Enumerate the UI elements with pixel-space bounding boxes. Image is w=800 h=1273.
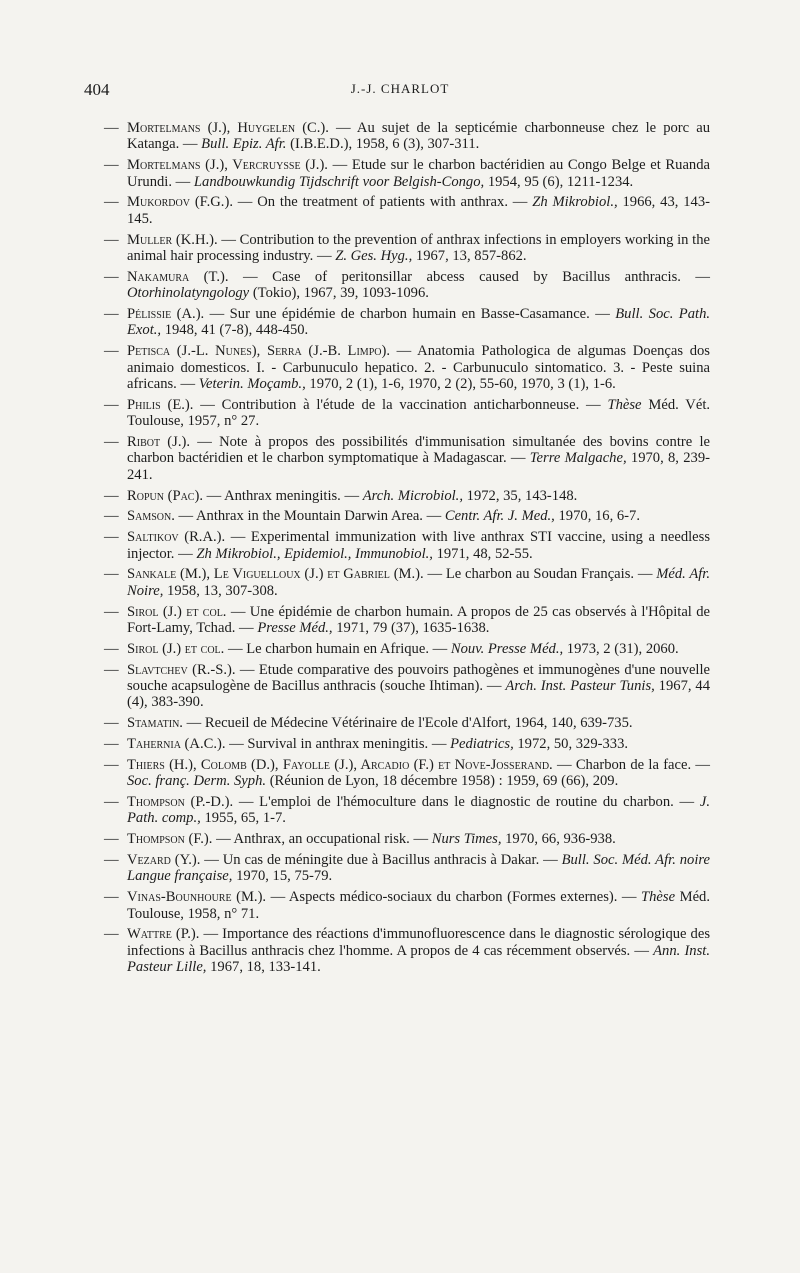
reference-title: Au sujet de la septicémie charbonneuse chez le porc au Katanga. — <box>127 120 710 153</box>
reference-journal: Thèse <box>641 889 676 906</box>
reference-journal: Centr. Afr. J. Med., <box>444 508 555 525</box>
entry-dash: — <box>104 661 119 678</box>
reference-title: Le charbon humain en Afrique. — <box>246 640 448 657</box>
reference-title: Contribution to the prevention of anthrax infections in employers working in the animal hair processing industry. — <box>127 231 710 265</box>
reference-authors: Mortelmans (J.), Huygelen (C.). <box>127 120 329 136</box>
reference-authors: Vezard (Y.). <box>127 852 201 869</box>
reference-title: L'emploi de l'hémoculture dans le diagnostic de routine du charbon. — <box>259 794 695 811</box>
reference-authors: Nakamura (T.). <box>127 268 229 285</box>
reference-details: 1972, 50, 329-333. <box>517 736 629 753</box>
reference-details: Méd. Vét. Toulouse, 1957, n° 27. <box>127 396 711 430</box>
entry-dash: — <box>104 487 119 504</box>
reference-details: (I.B.E.D.), 1958, 6 (3), 307-311. <box>290 136 480 153</box>
reference-journal: Nurs Times, <box>431 831 502 848</box>
reference-entry: — Slavtchev (R.-S.). — Etude comparative des pouvoirs pathogènes et immunogènes d'une nouvelle souche acapsulogène de Bacillus anthracis (souche Ihtiman). — Arch. Inst. Pasteur Tunis, 1967, 44 (4), 383-390. <box>104 661 711 711</box>
reference-journal: Méd. Afr. Noire, <box>127 566 710 599</box>
reference-details: 1948, 41 (7-8), 448-450. <box>164 322 309 339</box>
reference-entry: — Muller (K.H.). — Contribution to the prevention of anthrax infections in employers working in the animal hair processing industry. — Z. Ges. Hyg., 1967, 13, 857-862. <box>104 231 710 265</box>
reference-journal: Veterin. Moçamb., <box>198 376 306 393</box>
reference-entry: — Sankale (M.), Le Viguelloux (J.) et Gabriel (M.). — Le charbon au Soudan Français. — Méd. Afr. Noire, 1958, 13, 307-308. <box>104 566 710 599</box>
reference-details: (Tokio), 1967, 39, 1093-1096. <box>252 285 429 302</box>
reference-details: 1970, 16, 6-7. <box>558 508 640 525</box>
reference-authors: Vinas-Bounhoure (M.). <box>127 889 267 906</box>
reference-title: Sur une épidémie de charbon humain en Basse-Casamance. — <box>229 306 610 323</box>
reference-title: Survival in anthrax meningitis. — <box>247 736 447 753</box>
reference-journal: Otorhinolatyngology <box>127 285 250 302</box>
reference-entry: — Nakamura (T.). — Case of peritonsillar abcess caused by Bacillus anthracis. — Otorhinolatyngology (Tokio), 1967, 39, 1093-1096. <box>104 268 710 302</box>
reference-entry: — Samson. — Anthrax in the Mountain Darwin Area. — Centr. Afr. J. Med., 1970, 16, 6-7. <box>104 508 640 525</box>
reference-title: Case of peritonsillar abcess caused by Bacillus anthracis. — <box>272 268 710 285</box>
reference-entry: — Sirol (J.) et col. — Une épidémie de charbon humain. A propos de 25 cas observés à l'Hôpital de Fort-Lamy, Tchad. — Presse Méd., 1971, 79 (37), 1635-1638. <box>104 603 710 637</box>
reference-details: 1970, 66, 936-938. <box>505 831 616 848</box>
reference-details: 1970, 2 (1), 1-6, 1970, 2 (2), 55-60, 1970, 3 (1), 1-6. <box>309 376 616 393</box>
reference-title: — Charbon de la face. — <box>556 756 710 773</box>
reference-entry: — Philis (E.). — Contribution à l'étude de la vaccination anticharbonneuse. — Thèse Méd. Vét. Toulouse, 1957, n° 27. <box>104 396 711 430</box>
reference-authors: Tahernia (A.C.). <box>127 736 226 753</box>
reference-entry: — Vinas-Bounhoure (M.). — Aspects médico-sociaux du charbon (Formes externes). — Thèse Méd. Toulouse, 1958, n° 71. <box>104 889 710 922</box>
reference-entry: — Mortelmans (J.), Huygelen (C.). — Au sujet de la septicémie charbonneuse chez le porc au Katanga. — Bull. Epiz. Afr. (I.B.E.D.), 1958, 6 (3), 307-311. <box>104 120 710 153</box>
reference-details: 1970, 8, 239-241. <box>127 450 710 483</box>
reference-authors: Sirol (J.) et col. <box>127 640 225 657</box>
entry-dash: — <box>104 529 119 546</box>
reference-journal: Nouv. Presse Méd., <box>450 640 564 657</box>
reference-title: Aspects médico-sociaux du charbon (Formes externes). — <box>288 889 637 906</box>
reference-title: Anthrax in the Mountain Darwin Area. — <box>195 508 442 525</box>
reference-authors: Samson. <box>127 508 175 525</box>
reference-authors: Slavtchev (R.-S.). <box>127 661 236 678</box>
page-header <box>84 80 716 104</box>
reference-authors: Thiers (H.), Colomb (D.), Fayolle (J.), Arcadio (F.) et Nove-Josserand. <box>127 756 553 773</box>
reference-journal: Bull. Epiz. Afr. <box>201 136 287 153</box>
reference-journal: Z. Ges. Hyg., <box>335 248 413 265</box>
reference-authors: Mukordov (F.G.). <box>127 194 233 211</box>
reference-title: Un cas de méningite due à Bacillus anthracis à Dakar. — <box>222 852 558 869</box>
entry-dash: — <box>104 157 119 174</box>
entry-dash: — <box>104 831 119 848</box>
entry-dash: — <box>104 566 119 583</box>
reference-title: Etude sur le charbon bactéridien au Congo Belge et Ruanda Urundi. — <box>127 157 711 190</box>
entry-dash: — <box>104 231 119 248</box>
entry-dash: — <box>104 268 119 285</box>
reference-details: 1958, 13, 307-308. <box>167 582 278 599</box>
reference-title: Etude comparative des pouvoirs pathogènes et immunogènes d'une nouvelle souche acapsulogène de Bacillus anthracis (souche Ihtiman). — <box>127 661 711 695</box>
reference-details: 1955, 65, 1-7. <box>204 810 286 827</box>
reference-title: Experimental immunization with live anthrax STI vaccine, using a needless injector. — <box>127 529 711 562</box>
entry-dash: — <box>104 343 119 360</box>
reference-journal: Zh Mikrobiol., Epidemiol., Immunobiol., <box>196 545 433 562</box>
entry-dash: — <box>104 756 119 773</box>
reference-entry: — Petisca (J.-L. Nunes), Serra (J.-B. Limpo). — Anatomia Pathologica de algumas Doenças dos animaio domesticos. I. - Carbunuculo hepatico. 2. - Carbunuculo sintomatico. 3. - Peste suina africans. — Veterin. Moçamb., 1970, 2 (1), 1-6, 1970, 2 (2), 55-60, 1970, 3 (1), 1-6. <box>104 343 710 393</box>
reference-entry: — Thompson (P.-D.). — L'emploi de l'hémoculture dans le diagnostic de routine du charbon. — J. Path. comp., 1955, 65, 1-7. <box>104 794 710 827</box>
reference-entry: — Tahernia (A.C.). — Survival in anthrax meningitis. — Pediatrics, 1972, 50, 329-333. <box>104 736 629 753</box>
reference-journal: Thèse <box>607 396 642 413</box>
reference-journal: Bull. Soc. Path. Exot., <box>127 306 711 339</box>
reference-journal: Bull. Soc. Méd. Afr. noire Langue française, <box>127 852 710 885</box>
reference-journal: Soc. franç. Derm. Syph. <box>127 773 267 790</box>
reference-details: 1966, 43, 143-145. <box>127 194 710 227</box>
reference-authors: Stamatin. <box>127 715 183 732</box>
entry-dash: — <box>104 508 119 525</box>
reference-journal: Landbouwkundig Tijdschrift voor Belgish-Congo, <box>193 173 485 190</box>
reference-title: Recueil de Médecine Vétérinaire de l'Ecole d'Alfort, 1964, 140, 639-735. <box>204 715 633 732</box>
reference-details: 1967, 13, 857-862. <box>415 248 527 265</box>
entry-dash: — <box>104 306 119 323</box>
entry-dash: — <box>104 736 119 753</box>
reference-title: Note à propos des possibilités d'immunisation simultanée des bovins contre le charbon bactéridien et le charbon symptomatique à Madagascar. — <box>127 434 710 467</box>
reference-title: Contribution à l'étude de la vaccination anticharbonneuse. — <box>221 396 601 413</box>
reference-details: 1972, 35, 143-148. <box>466 487 578 504</box>
reference-journal: Arch. Microbiol., <box>362 487 463 504</box>
page-number: 404 <box>84 80 110 99</box>
entry-dash: — <box>104 640 119 657</box>
reference-entry: — Mukordov (F.G.). — On the treatment of patients with anthrax. — Zh Mikrobiol., 1966, 43, 143-145. <box>104 194 710 227</box>
entry-dash: — <box>104 603 119 620</box>
reference-authors: Ribot (J.). <box>127 434 191 451</box>
reference-title: Une épidémie de charbon humain. A propos de 25 cas observés à l'Hôpital de Fort-Lamy, Tchad. — <box>127 603 710 637</box>
reference-authors: Sirol (J.) et col. <box>127 603 227 620</box>
entry-dash: — <box>104 715 119 732</box>
entry-dash: — <box>104 434 119 451</box>
reference-entry: — Thompson (F.). — Anthrax, an occupational risk. — Nurs Times, 1970, 66, 936-938. <box>104 831 616 848</box>
reference-entry: — Stamatin. — Recueil de Médecine Vétérinaire de l'Ecole d'Alfort, 1964, 140, 639-735. <box>104 715 633 732</box>
reference-title: On the treatment of patients with anthrax. — <box>257 194 528 211</box>
reference-authors: Philis (E.). <box>127 396 194 413</box>
reference-authors: Saltikov (R.A.). <box>127 529 226 546</box>
reference-details: 1967, 18, 133-141. <box>210 959 321 976</box>
reference-authors: Sankale (M.), Le Viguelloux (J.) et Gabriel (M.). <box>127 566 424 583</box>
reference-details: Méd. Toulouse, 1958, n° 71. <box>127 889 710 922</box>
reference-details: 1971, 79 (37), 1635-1638. <box>336 620 490 637</box>
reference-title: Anthrax meningitis. — <box>224 487 360 504</box>
entry-dash: — <box>104 396 119 413</box>
reference-title: Anthrax, an occupational risk. — <box>233 831 429 848</box>
reference-authors: Muller (K.H.). <box>127 231 218 248</box>
entry-dash: — <box>104 194 119 211</box>
reference-journal: J. Path. comp., <box>127 794 710 827</box>
reference-journal: Zh Mikrobiol., <box>532 194 618 211</box>
reference-authors: Thompson (P.-D.). <box>127 794 234 811</box>
entry-dash: — <box>104 120 119 136</box>
reference-details: 1973, 2 (31), 2060. <box>566 640 679 657</box>
reference-entry: — Ribot (J.). — Note à propos des possibilités d'immunisation simultanée des bovins contre le charbon bactéridien et le charbon symptomatique à Madagascar. — Terre Malgache, 1970, 8, 239-241. <box>104 434 710 483</box>
reference-authors: Mortelmans (J.), Vercruysse (J.). <box>127 157 328 174</box>
reference-title: Anatomia Pathologica de algumas Doenças dos animaio domesticos. I. - Carbunuculo hepatico. 2. - Carbunuculo sintomatico. 3. - Peste suina africans. — <box>127 343 710 393</box>
entry-dash: — <box>104 852 119 869</box>
entry-dash: — <box>104 889 119 906</box>
reference-entry: — Vezard (Y.). — Un cas de méningite due à Bacillus anthracis à Dakar. — Bull. Soc. Méd. Afr. noire Langue française, 1970, 15, 75-79. <box>104 852 710 885</box>
reference-journal: Pediatrics, <box>450 736 514 753</box>
reference-authors: Petisca (J.-L. Nunes), Serra (J.-B. Limpo). <box>127 343 390 360</box>
reference-entry: — Sirol (J.) et col. — Le charbon humain en Afrique. — Nouv. Presse Méd., 1973, 2 (31), 2060. <box>104 640 679 657</box>
reference-entry <box>104 757 710 790</box>
reference-details: (Réunion de Lyon, 18 décembre 1958) : 1959, 69 (66), 209. <box>269 773 619 790</box>
reference-title: Importance des réactions d'immunofluorescence dans le diagnostic sérologique des infections à Bacillus anthracis chez l'homme. A propos de 4 cas récemment observés. — <box>127 926 711 959</box>
reference-details: 1954, 95 (6), 1211-1234. <box>487 173 634 190</box>
entry-dash: — <box>104 794 119 811</box>
reference-details: 1971, 48, 52-55. <box>436 545 533 562</box>
reference-authors: Ropun (Pac). <box>127 487 203 504</box>
reference-title: Le charbon au Soudan Français. — <box>445 566 653 583</box>
reference-journal: Arch. Inst. Pasteur Tunis, <box>505 678 655 695</box>
reference-journal: Terre Malgache, <box>529 450 627 467</box>
reference-authors: Wattre (P.). <box>127 926 200 943</box>
reference-details: 1970, 15, 75-79. <box>236 868 333 885</box>
reference-authors: Pélissie (A.). <box>127 306 205 323</box>
reference-authors: Thompson (F.). <box>127 831 213 848</box>
reference-entry: — Saltikov (R.A.). — Experimental immunization with live anthrax STI vaccine, using a needless injector. — Zh Mikrobiol., Epidemiol., Immunobiol., 1971, 48, 52-55. <box>104 529 711 562</box>
reference-entry: — Mortelmans (J.), Vercruysse (J.). — Etude sur le charbon bactéridien au Congo Belge et Ruanda Urundi. — Landbouwkundig Tijdschrift voor Belgish-Congo, 1954, 95 (6), 1211-1234. <box>104 157 711 190</box>
reference-journal: Presse Méd., <box>257 620 333 637</box>
running-head: J.-J. CHARLOT <box>350 81 450 96</box>
reference-entry: — Wattre (P.). — Importance des réactions d'immunofluorescence dans le diagnostic sérologique des infections à Bacillus anthracis chez l'homme. A propos de 4 cas récemment observés. — Ann. Inst. Pasteur Lille, 1967, 18, 133-141. <box>104 926 711 976</box>
reference-journal: Ann. Inst. Pasteur Lille, <box>127 942 710 976</box>
reference-entry: — Ropun (Pac). — Anthrax meningitis. — Arch. Microbiol., 1972, 35, 143-148. <box>104 487 578 504</box>
reference-details: 1967, 44 (4), 383-390. <box>127 678 710 711</box>
reference-entry: — Pélissie (A.). — Sur une épidémie de charbon humain en Basse-Casamance. — Bull. Soc. Path. Exot., 1948, 41 (7-8), 448-450. <box>104 306 711 339</box>
reference-list <box>104 120 710 980</box>
entry-dash: — <box>104 926 119 943</box>
